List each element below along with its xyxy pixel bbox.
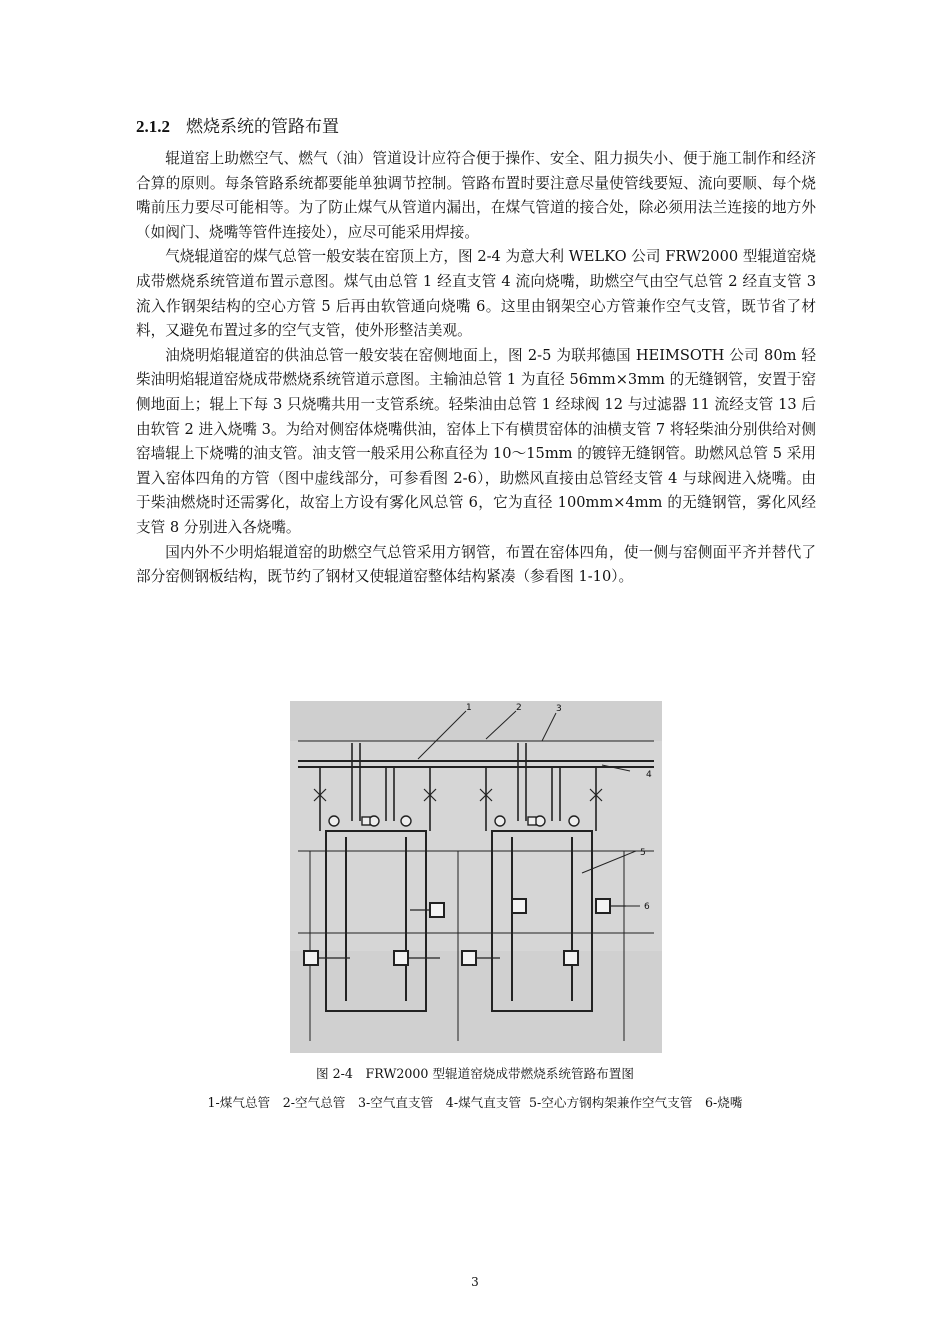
- callout-6: 6: [644, 902, 650, 912]
- piping-diagram-figure: [290, 701, 662, 1053]
- body-text: [136, 147, 816, 590]
- paragraph-4: 国内外不少明焰辊道窑的助燃空气总管采用方钢管，布置在窑体四角，使一侧与窑侧面平齐并替代了部分窑侧钢板结构，既节约了钢材又使辊道窑整体结构紧凑（参看图 1-10）。: [136, 543, 816, 586]
- figure-caption: 图 2-4 FRW2000 型辊道窑烧成带燃烧系统管路布置图: [316, 1066, 634, 1081]
- piping-diagram: [290, 701, 662, 1053]
- page-number: 3: [471, 1275, 479, 1289]
- callout-1: 1: [466, 703, 472, 713]
- paragraph-2: 气烧辊道窑的煤气总管一般安装在窑顶上方，图 2-4 为意大利 WELKO 公司 FRW2000 型辊道窑烧成带燃烧系统管道布置示意图。煤气由总管 1 经直支管 4 流向烧嘴，助燃空气由空气总管 2 经直支管 3 流入作钢架结构的空心方管 5 后再由软管通向烧嘴 6。这里由钢架空心方管兼作空气支管，既节省了材料，又避免布置过多的空气支管，使外形整洁美观。: [136, 248, 816, 340]
- section-number: 2.1.2: [136, 117, 170, 136]
- paragraph-1: 辊道窑上助燃空气、燃气（油）管道设计应符合便于操作、安全、阻力损失小、便于施工制作和经济合算的原则。每条管路系统都要能单独调节控制。管路布置时要注意尽量使管线要短、流向要顺、每个烧嘴前压力要尽可能相等。为了防止煤气从管道内漏出，在煤气管道的接合处，除必须用法兰连接的地方外（如阀门、烧嘴等管件连接处），应尽可能采用焊接。: [136, 150, 816, 241]
- callout-4: 4: [646, 770, 652, 780]
- callout-5: 5: [640, 848, 646, 858]
- section-title: 燃烧系统的管路布置: [186, 117, 339, 137]
- callout-2: 2: [516, 703, 522, 713]
- callout-3: 3: [556, 704, 562, 714]
- figure-legend: 1-煤气总管 2-空气总管 3-空气直支管 4-煤气直支管 5-空心方钢构架兼作空气支管 6-烧嘴: [207, 1095, 743, 1110]
- paragraph-3: 油烧明焰辊道窑的供油总管一般安装在窑侧地面上，图 2-5 为联邦德国 HEIMSOTH 公司 80m 轻柴油明焰辊道窑烧成带燃烧系统管道示意图。主输油总管 1 为直径 56mm×3mm 的无缝钢管，安置于窑侧地面上；辊上下每 3 只烧嘴共用一支管系统。轻柴油由总管 1 经球阀 12 与过滤器 11 流经支管 13 后由软管 2 进入烧嘴 3。为给对侧窑体烧嘴供油，窑体上下有横贯窑体的油横支管 7 将轻柴油分别供给对侧窑墙辊上下烧嘴的油支管。油支管一般采用公称直径为 10～15mm 的镀锌无缝钢管。助燃风总管 5 采用置入窑体四角的方管（图中虚线部分，可参看图 2-6），助燃风直接由总管经支管 4 与球阀进入烧嘴。由于柴油燃烧时还需雾化，故窑上方设有雾化风总管 6，它为直径 100mm×4mm 的无缝钢管，雾化风经支管 8 分别进入各烧嘴。: [136, 346, 816, 536]
- section-heading: [136, 116, 339, 138]
